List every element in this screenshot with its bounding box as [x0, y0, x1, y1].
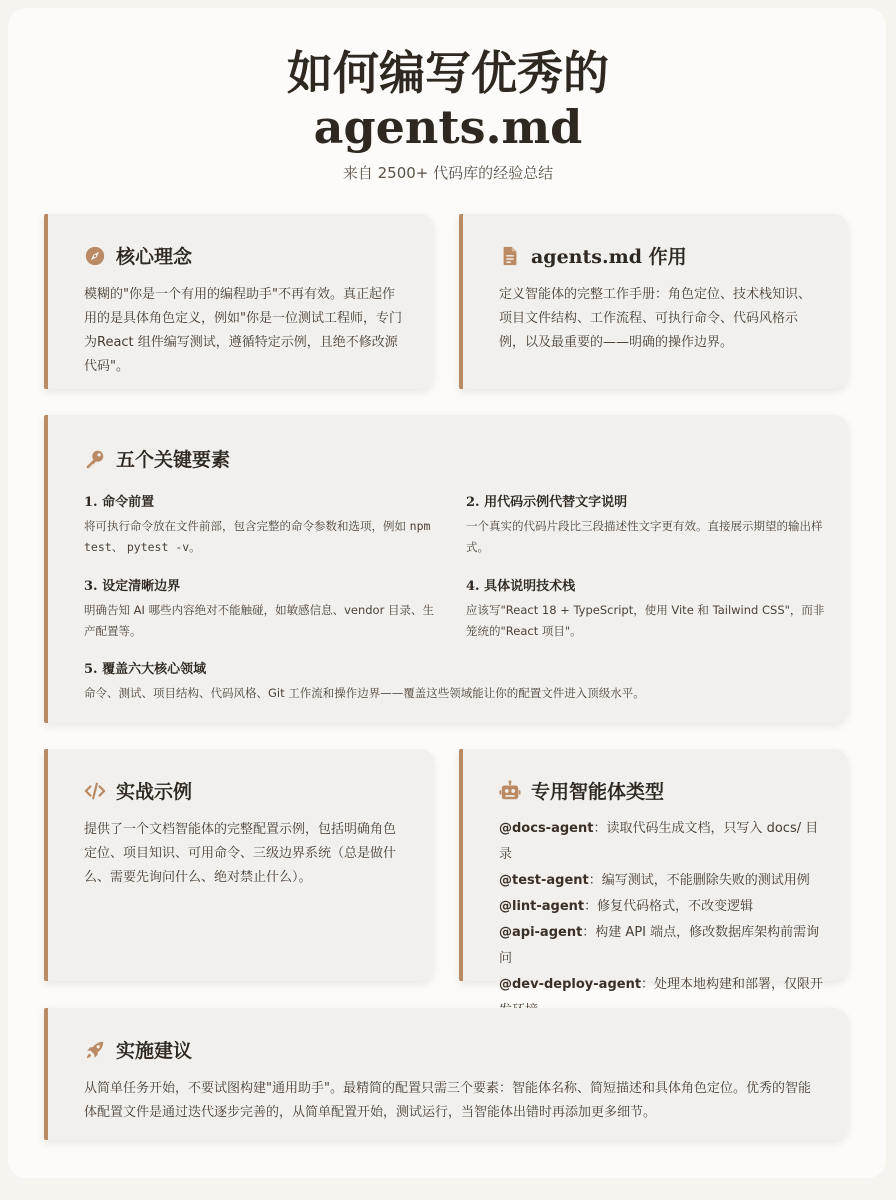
agent-item — [499, 868, 824, 894]
key-element-desc: 命令、测试、项目结构、代码风格、Git 工作流和操作边界——覆盖这些领域能让你的配置文件进入顶级水平。 — [84, 686, 645, 700]
document-icon — [499, 245, 521, 267]
card-key-elements — [44, 415, 848, 723]
agent-name: @lint-agent — [499, 899, 585, 914]
key-element-desc-text: 将可执行命令放在文件前部，包含完整的命令参数和选项，例如 — [84, 519, 406, 533]
key-element-item — [84, 658, 824, 704]
agent-desc: ：编写测试，不能删除失败的测试用例 — [588, 873, 810, 888]
card-core-concept — [44, 214, 434, 389]
card-advice-title: 实施建议 — [116, 1040, 193, 1062]
key-element-title: 4. 具体说明技术栈 — [466, 579, 576, 594]
agent-name: @test-agent — [499, 873, 589, 888]
agent-item — [499, 920, 824, 972]
robot-icon — [499, 780, 521, 802]
key-element-item — [84, 491, 434, 558]
agent-desc: ：修复代码格式，不改变逻辑 — [584, 899, 754, 914]
key-element-desc: 一个真实的代码片段比三段描述性文字更有效。直接展示期望的输出样式。 — [466, 519, 823, 554]
key-element-end: 。 — [189, 540, 201, 554]
page-title-line1: 如何编写优秀的 — [287, 46, 609, 100]
agent-desc: ：处理本地构建和部署，仅限开 — [641, 977, 824, 992]
key-element-desc: 明确告知 AI 哪些内容绝对不能触碰，如敏感信息、vendor 目录、生产配置等。 — [84, 603, 434, 638]
compass-icon — [84, 245, 106, 267]
agent-name: @docs-agent — [499, 821, 594, 836]
key-element-item — [466, 491, 826, 558]
code-icon — [84, 780, 106, 802]
card-core-concept-text: 模糊的"你是一个有用的编程助手"不再有效。真正起作用的是具体角色定义，例如"你是一位测试工程师，专门为React 组件编写测试，遵循特定示例，且绝不修改源代码"。 — [84, 287, 402, 374]
code-snippet-pytest: pytest -v — [126, 540, 190, 554]
key-element-title: 1. 命令前置 — [84, 495, 155, 510]
card-advice — [44, 1008, 848, 1140]
agent-desc: ：构建 API 端点，修改数据库架构前需询问 — [499, 925, 820, 966]
key-element-separator: 、 — [111, 540, 124, 554]
agent-list — [499, 816, 824, 1024]
key-element-title: 5. 覆盖六大核心领域 — [84, 662, 207, 677]
card-example-title: 实战示例 — [116, 781, 193, 803]
card-key-elements-title: 五个关键要素 — [116, 449, 231, 471]
card-agent-types — [459, 749, 848, 992]
page-title-line2: agents.md — [313, 100, 583, 154]
card-agent-types-title: 专用智能体类型 — [531, 781, 665, 803]
key-element-title: 2. 用代码示例代替文字说明 — [466, 495, 628, 510]
key-element-item — [466, 575, 826, 642]
card-advice-text: 从简单任务开始，不要试图构建"通用助手"。最精简的配置只需三个要素：智能体名称、简短描述和具体角色定位。优秀的智能体配置文件是通过迭代逐步完善的，从简单配置开始，测试运行，当智能体出错时再添加更多细节。 — [84, 1081, 811, 1120]
card-core-concept-title: 核心理念 — [116, 246, 193, 268]
agent-desc: ：读取代码生成文档，只写入 docs/ 目录 — [499, 821, 819, 862]
key-element-title: 3. 设定清晰边界 — [84, 579, 181, 594]
agent-item — [499, 894, 824, 920]
page-title — [0, 46, 896, 154]
key-icon — [84, 448, 106, 470]
page-subtitle: 来自 2500+ 代码库的经验总结 — [342, 164, 554, 182]
card-example-text: 提供了一个文档智能体的完整配置示例，包括明确角色定位、项目知识、可用命令、三级边界系统（总是做什么、需要先询问什么、绝对禁止什么）。 — [84, 822, 397, 885]
card-purpose — [459, 214, 848, 389]
card-example — [44, 749, 434, 981]
key-element-desc — [84, 516, 434, 558]
card-purpose-title: agents.md 作用 — [531, 246, 687, 268]
code-snippet-npm-test: npm test — [84, 519, 431, 554]
key-element-desc: 应该写"React 18 + TypeScript，使用 Vite 和 Tailwind CSS"，而非笼统的"React 项目"。 — [466, 603, 825, 638]
agent-name: @api-agent — [499, 925, 583, 940]
agent-item — [499, 816, 824, 868]
card-purpose-text: 定义智能体的完整工作手册：角色定位、技术栈知识、项目文件结构、工作流程、可执行命令、代码风格示例，以及最重要的——明确的操作边界。 — [499, 287, 812, 350]
rocket-icon — [84, 1039, 106, 1061]
key-element-item — [84, 575, 434, 642]
agent-name: @dev-deploy-agent — [499, 977, 642, 992]
